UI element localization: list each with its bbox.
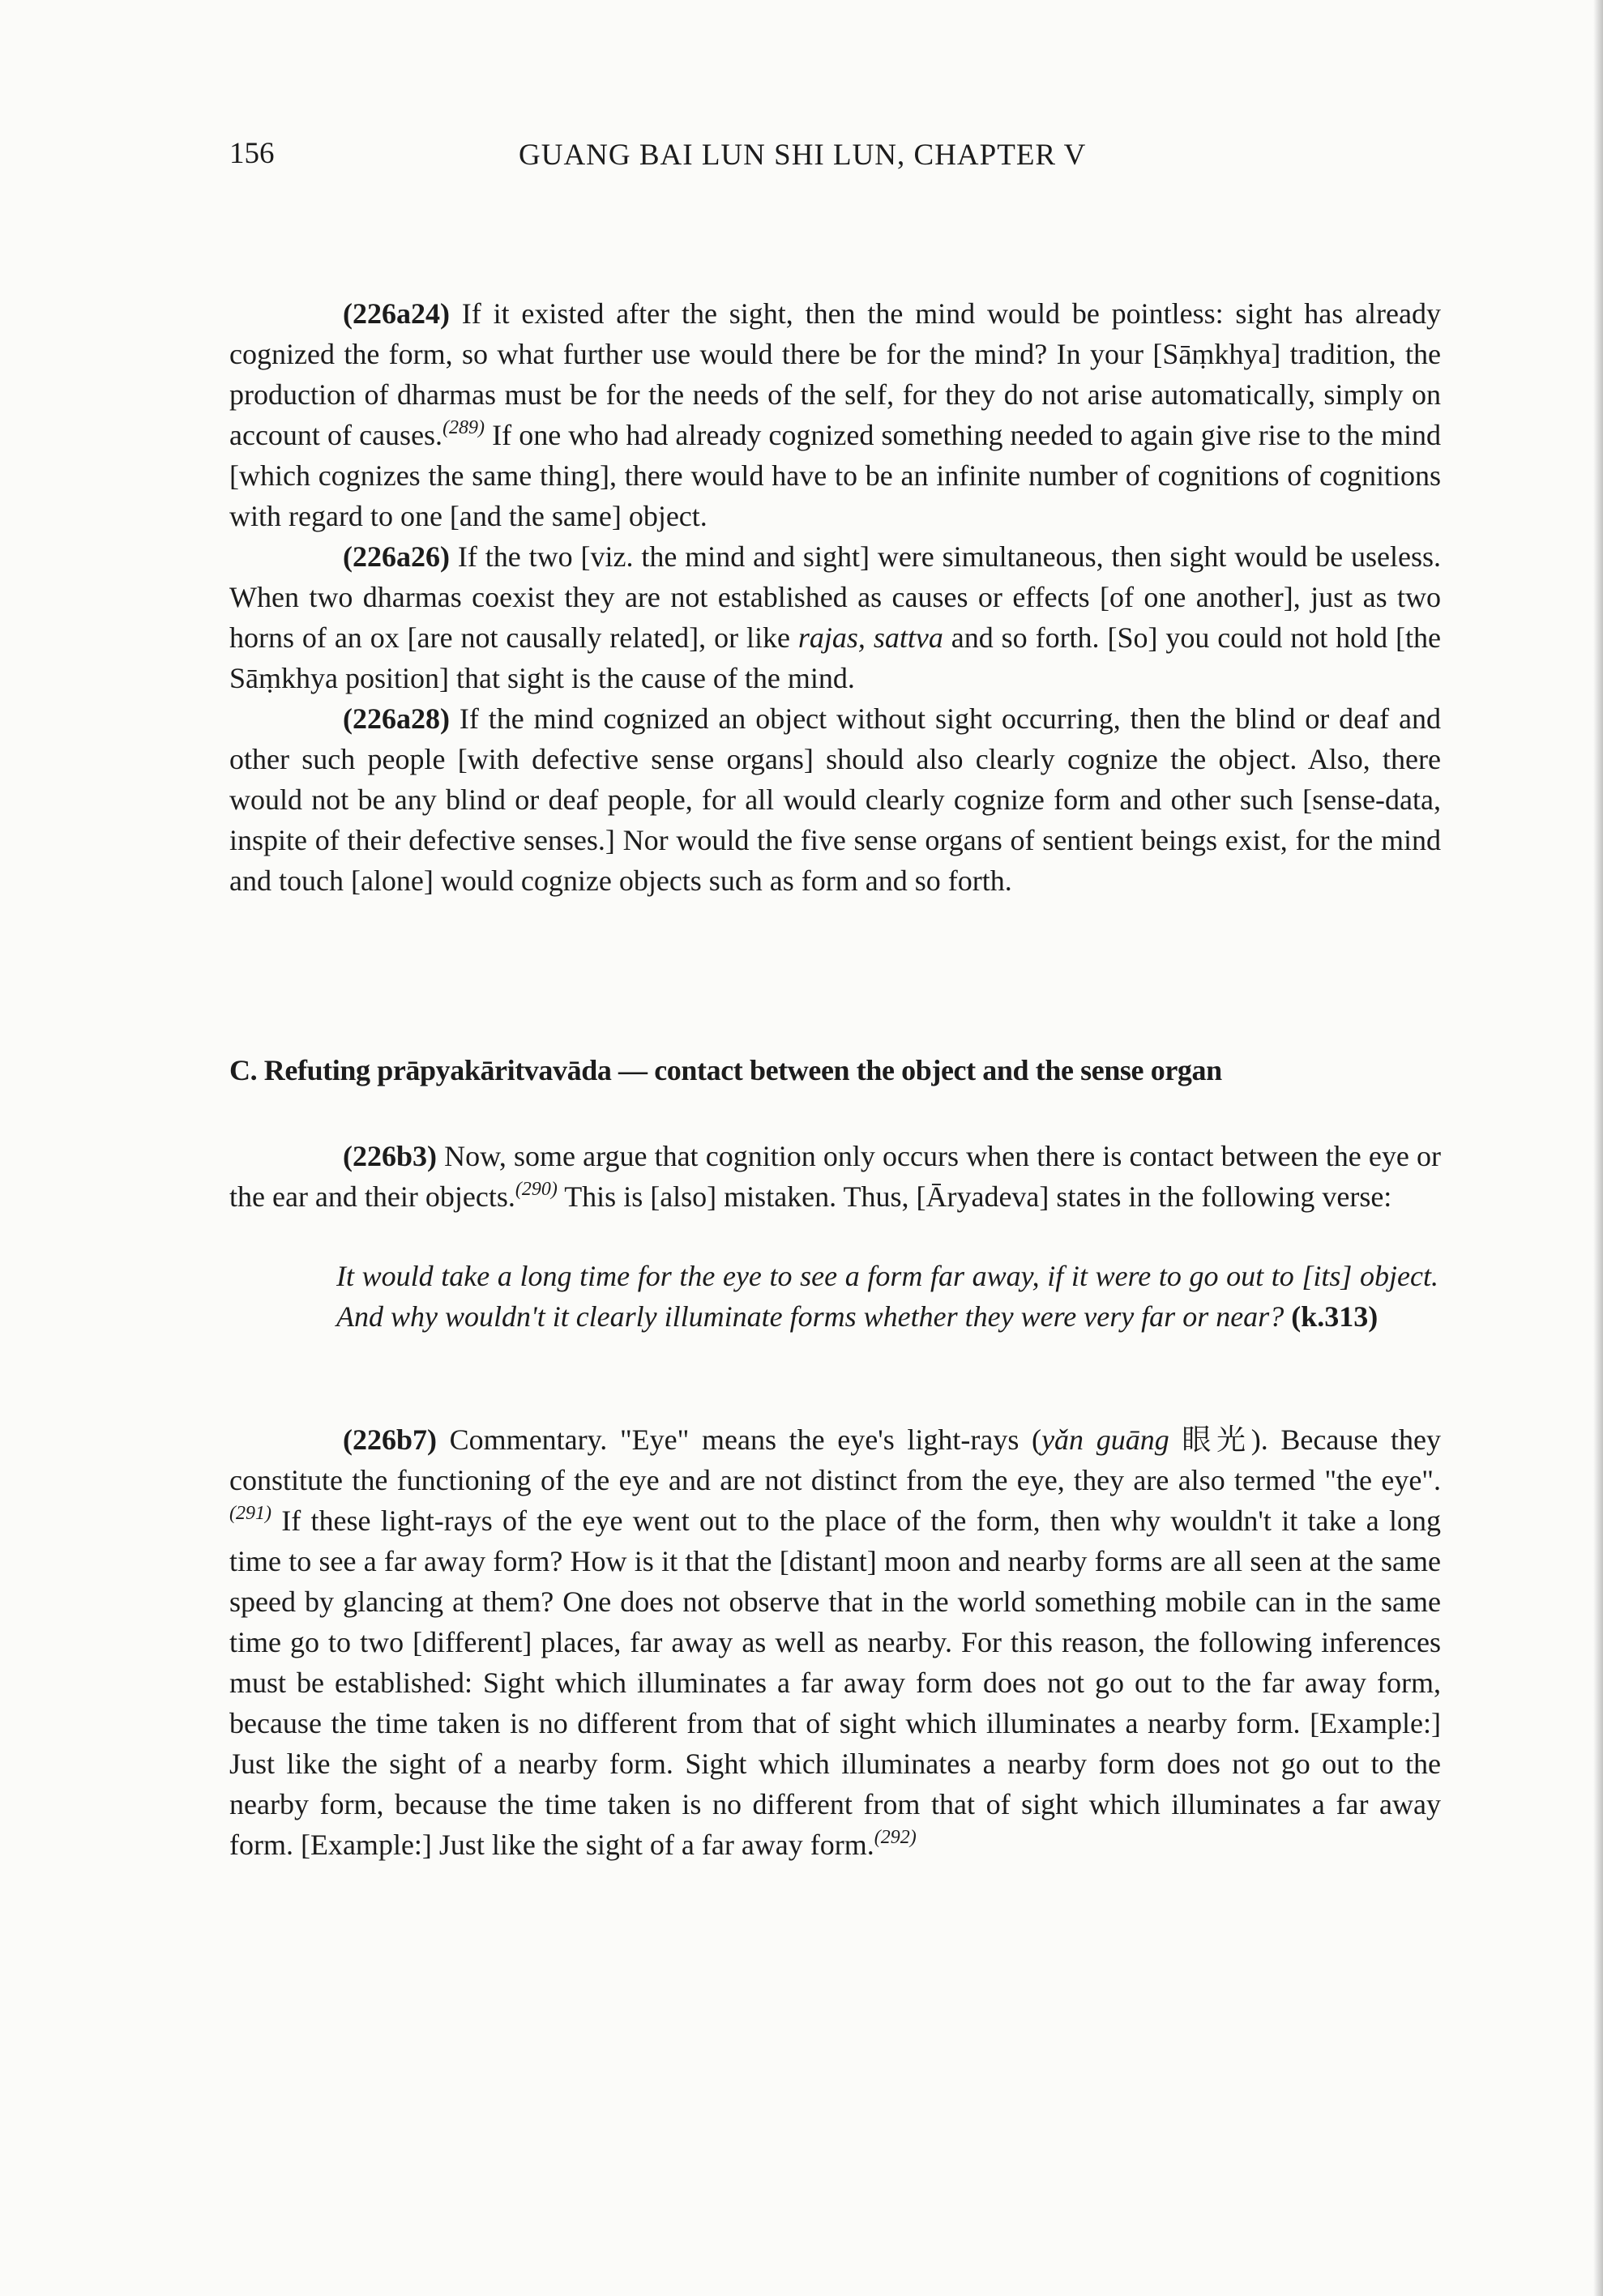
verse-text: It would take a long time for the eye to see a form far away, if it were to go out to [its] object. And why wouldn't it clearly illuminate forms whether they were very far or near? [336,1260,1438,1333]
karika-reference: (k.313) [1291,1300,1379,1333]
paragraph-226b3-block [229,1136,1441,1217]
paragraph-text: If the two [viz. the mind and sight] were simultaneous, then sight would be useless. When two dharmas coexist they are not established as causes or effects [of one another], just as two horns of an ox [are not causally related], or like [229,540,1441,654]
running-head: GUANG BAI LUN SHI LUN, CHAPTER V [519,139,1087,172]
paragraph-text: Commentary. "Eye" means the eye's light-rays ( [437,1423,1042,1456]
paragraph-226b3 [229,1136,1441,1217]
verse-quote [336,1256,1438,1337]
chinese-characters: 眼光 [1182,1423,1251,1456]
reference-marker: (226a24) [343,297,450,330]
paragraph-text: If one who had already cognized something needed to again give rise to the mind [which cognizes the same thing], there would have to be an infinite number of cognitions of cognitions with regard to one [and the same] object. [229,419,1441,532]
paragraph-text: If the mind cognized an object without sight occurring, then the blind or deaf and other such people [with defective sense organs] should also clearly cognize the object. Also, there would not be any blind or deaf people, for all would clearly cognize form and other such [sense-data, inspite of their defective senses.] Nor would the five sense organs of sentient beings exist, for the mind and touch [alone] would cognize objects such as form and so forth. [229,702,1441,897]
paragraph-226b7 [229,1419,1441,1865]
paragraph-text: If it existed after the sight, then the mind would be pointless: sight has already cognized the form, so what further use would there be for the mind? In your [Sāṃkhya] tradition, the production of dharmas must be for the needs of the self, for they do not arise automatically, simply on account of causes. [229,297,1441,451]
reference-marker: (226a26) [343,540,450,573]
footnote-marker: (289) [442,417,485,438]
pinyin-term: yǎn guāng [1041,1423,1169,1456]
page-number: 156 [229,137,275,170]
paragraph-226a26 [229,536,1441,698]
footnote-marker: (292) [874,1827,917,1848]
italic-term: rajas, sattva [797,621,943,654]
paragraph-text: and so forth. [So] you could not hold [the Sāṃkhya position] that sight is the cause of the mind. [229,621,1442,694]
reference-marker: (226b7) [343,1423,437,1456]
paragraph-226a28 [229,698,1441,901]
scan-edge-shadow [1593,0,1603,2296]
reference-marker: (226a28) [343,702,450,735]
footnote-marker: (290) [515,1179,558,1200]
paragraph-text: This is [also] mistaken. Thus, [Āryadeva] states in the following verse: [557,1180,1392,1213]
paragraph-text: Now, some argue that cognition only occurs when there is contact between the eye or the ear and their objects. [229,1140,1441,1213]
paragraph-text: If these light-rays of the eye went out to the place of the form, then why wouldn't it take a long time to see a far away form? How is it that the [distant] moon and nearby forms are all seen at the same speed by glancing at them? One does not observe that in the world something mobile can in the same time go to two [different] places, far away as well as nearby. For this reason, the following inferences must be established: Sight which illuminates a far away form does not go out to the far away form, because the time taken is no different from that of sight which illuminates a nearby form. [Example:] Just like the sight of a nearby form. Sight which illuminates a nearby form does not go out to the nearby form, because the time taken is no different from that of sight which illuminates a far away form. [Example:] Just like the sight of a far away form. [229,1504,1441,1861]
section-heading: C. Refuting prāpyakāritvavāda — contact between the object and the sense organ [229,1054,1222,1086]
reference-marker: (226b3) [343,1140,437,1172]
footnote-marker: (291) [229,1503,271,1524]
paragraph-text: ). Because they constitute the functioning of the eye and are not distinct from the eye, they are also termed "the eye". [229,1423,1441,1496]
paragraph-226b7-block [229,1419,1441,1865]
paragraph-226a24 [229,293,1441,536]
paragraph-group-a [229,293,1441,901]
